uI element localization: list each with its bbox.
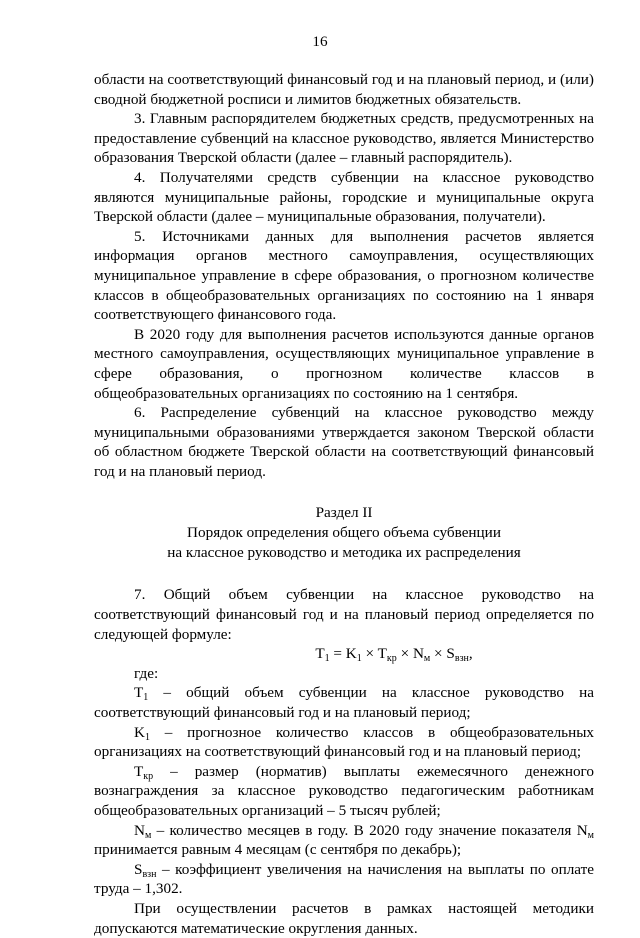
definition-symbol: T <box>134 684 144 702</box>
formula-subscript: м <box>423 653 431 665</box>
formula <box>94 644 594 664</box>
definition-symbol: S <box>134 860 143 878</box>
definition-text: – количество месяцев в году. В 2020 году значение показателя N <box>151 821 588 839</box>
paragraph-budget-limits: области на соответствующий финансовый год и на плановый период, и (или) сводной бюджетной росписи и лимитов бюджетных обязательств. <box>94 71 594 108</box>
formula-subscript: 1 <box>324 653 330 665</box>
paragraph-data-sources: 5. Источниками данных для выполнения расчетов является информация органов местного самоуправления, осуществляющих муниципальное управление в сфере образования, о прогнозном количестве классов в общеобразовательных организациях по состоянию на 1 января соответствующего финансового года. <box>94 227 594 324</box>
definition-tkr <box>94 762 594 821</box>
definition-text: – коэффициент увеличения на начисления на выплаты по оплате труда – 1,302. <box>94 860 594 898</box>
section-heading <box>94 503 594 563</box>
formula-subscript: 1 <box>356 653 362 665</box>
paragraph-recipients: 4. Получателями средств субвенции на классное руководство являются муниципальные районы, городские и муниципальные округа Тверской области (далее – муниципальные образования, получатели). <box>94 168 594 226</box>
definition-symbol: N <box>134 821 145 839</box>
paragraph-2020-data: В 2020 году для выполнения расчетов используются данные органов местного самоуправления, осуществляющих муниципальное управление в сфере образования, о прогнозном количестве классов в общеобразовательных организациях по состоянию на 1 сентября. <box>94 325 594 402</box>
formula-operator: × <box>430 645 447 663</box>
definition-nm <box>94 821 594 860</box>
formula-symbol: T <box>377 645 387 663</box>
definition-symbol: K <box>134 723 145 741</box>
paragraph-total-volume: 7. Общий объем субвенции на классное руководство на соответствующий финансовый год и на плановый период определяется по следующей формуле: <box>94 586 594 643</box>
definition-subscript: 1 <box>144 731 150 743</box>
definition-symbol: T <box>134 762 144 780</box>
section-title: Раздел II <box>315 504 373 522</box>
page-number: 16 <box>312 33 328 50</box>
definition-text: – общий объем субвенции на классное руководство на соответствующий финансовый год и на плановый период; <box>94 684 594 722</box>
formula-operator: , <box>468 645 473 663</box>
definition-t1 <box>94 683 594 722</box>
definition-text: принимается равным 4 месяцам (с сентября по декабрь); <box>94 841 462 859</box>
definition-subscript: 1 <box>143 692 149 704</box>
formula-subscript: взн <box>454 653 469 665</box>
definition-subscript: м <box>144 829 152 841</box>
definition-subscript: взн <box>142 868 157 880</box>
definition-svzn <box>94 860 594 899</box>
formula-operator: × <box>396 645 413 663</box>
definition-text: – прогнозное количество классов в общеобразовательных организациях на соответствующий финансовый год и на плановый период; <box>94 723 594 761</box>
section-subtitle-line2: на классное руководство и методика их распределения <box>167 544 521 562</box>
definition-subscript: кр <box>143 770 154 782</box>
formula-symbol: T <box>315 645 325 663</box>
paragraph-chief-administrator: 3. Главным распорядителем бюджетных средств, предусмотренных на предоставление субвенций на классное руководство, является Министерство образования Тверской области (далее – главный распорядитель). <box>94 110 594 167</box>
formula-symbol: N <box>412 645 424 663</box>
paragraph-distribution: 6. Распределение субвенций на классное руководство между муниципальными образованиями утверждается законом Тверской области об областном бюджете Тверской области на соответствующий финансовый год и на плановый период. <box>94 404 594 480</box>
definition-subscript: м <box>587 829 594 841</box>
definition-text: – размер (норматив) выплаты ежемесячного денежного вознаграждения за классное руководство педагогическим работникам общеобразовательных организаций – 5 тысяч рублей; <box>94 762 594 819</box>
definition-k1 <box>94 723 594 762</box>
section-subtitle-line1: Порядок определения общего объема субвенции <box>187 524 501 542</box>
formula-subscript: кр <box>386 653 397 665</box>
formula-symbol: K <box>345 645 357 663</box>
formula-operator: × <box>361 645 378 663</box>
where-label: где: <box>134 664 159 682</box>
formula-operator: = <box>329 645 346 663</box>
paragraph-rounding: При осуществлении расчетов в рамках настоящей методики допускаются математические округления данных. <box>94 899 594 937</box>
formula-symbol: S <box>446 645 455 663</box>
document-body <box>94 70 594 938</box>
